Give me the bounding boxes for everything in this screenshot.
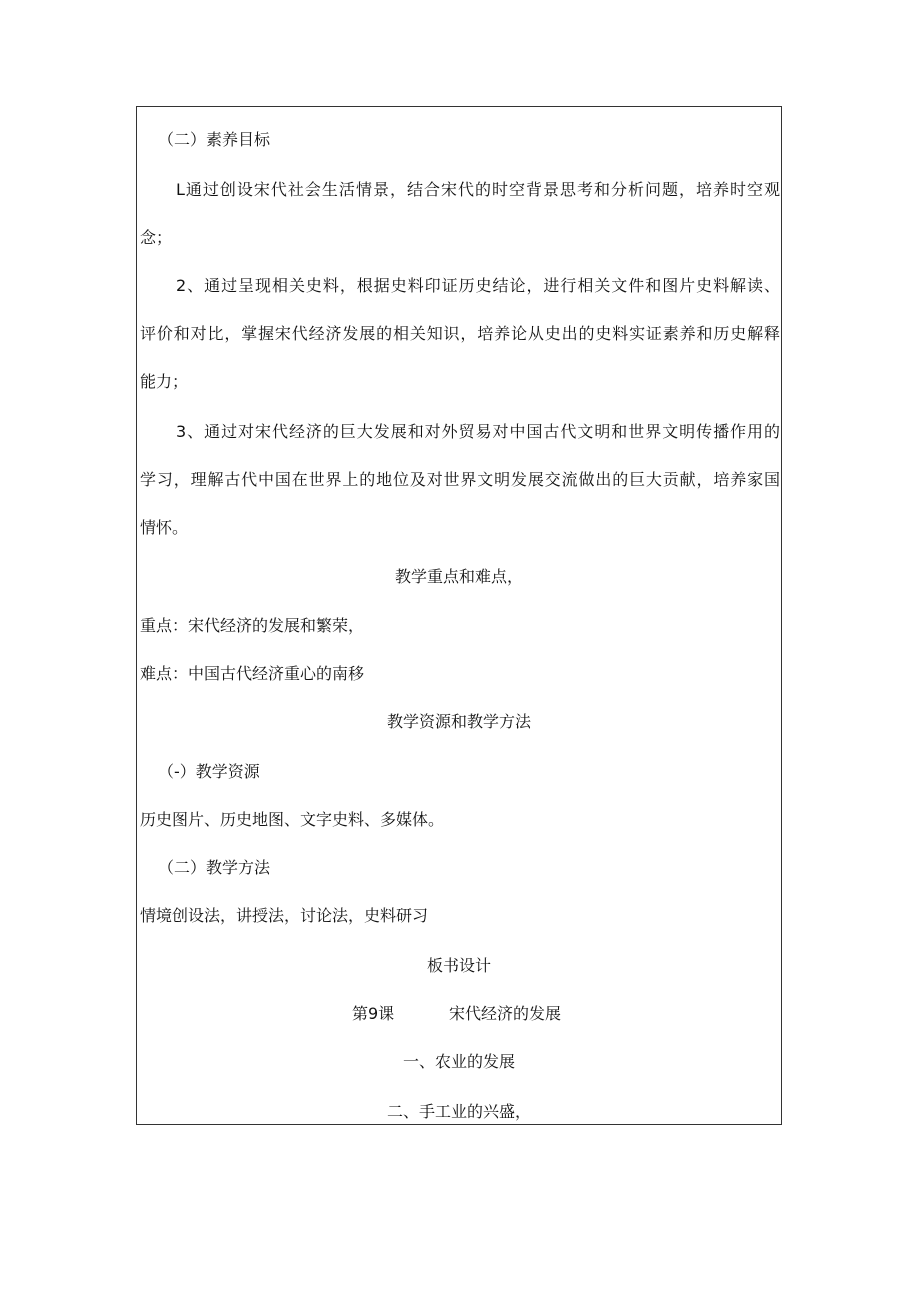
methods-text: 情境创设法，讲授法，讨论法，史料研习 [140, 906, 429, 925]
lesson-title: 宋代经济的发展 [449, 1004, 562, 1023]
board-design-title: 板书设计 [426, 956, 491, 975]
goal-item-2-line-2: 评价和对比，掌握宋代经济发展的相关知识，培养论从史出的史料实证素养和历史解释 [140, 324, 780, 343]
board-point-2: 二、手工业的兴盛， [386, 1102, 531, 1121]
key-point-focus: 重点：宋代经济的发展和繁荣， [140, 616, 365, 635]
goal-item-2-line-3: 能力； [140, 372, 189, 391]
board-point-1: 一、农业的发展 [402, 1052, 515, 1071]
lesson-number: 第9课 [352, 1004, 395, 1023]
resources-text: 历史图片、历史地图、文字史料、多媒体。 [140, 810, 445, 829]
goal-item-1-line-2: 念； [140, 228, 173, 247]
key-points-title: 教学重点和难点， [394, 567, 523, 586]
methods-heading: （二）教学方法 [158, 858, 271, 877]
goal-item-3-line-3: 情怀。 [140, 518, 189, 537]
literacy-goals-heading: （二）素养目标 [158, 130, 271, 149]
key-point-difficulty: 难点：中国古代经济重心的南移 [140, 664, 365, 683]
resources-methods-title: 教学资源和教学方法 [386, 712, 531, 731]
goal-item-3-line-1: 3、通过对宋代经济的巨大发展和对外贸易对中国古代文明和世界文明传播作用的 [176, 422, 780, 441]
goal-item-1-line-1: L通过创设宋代社会生活情景，结合宋代的时空背景思考和分析问题，培养时空观 [176, 180, 780, 199]
resources-heading: （-）教学资源 [158, 762, 260, 781]
goal-item-2-line-1: 2、通过呈现相关史料，根据史料印证历史结论，进行相关文件和图片史料解读、 [176, 276, 780, 295]
goal-item-3-line-2: 学习，理解古代中国在世界上的地位及对世界文明发展交流做出的巨大贡献，培养家国 [140, 470, 780, 489]
